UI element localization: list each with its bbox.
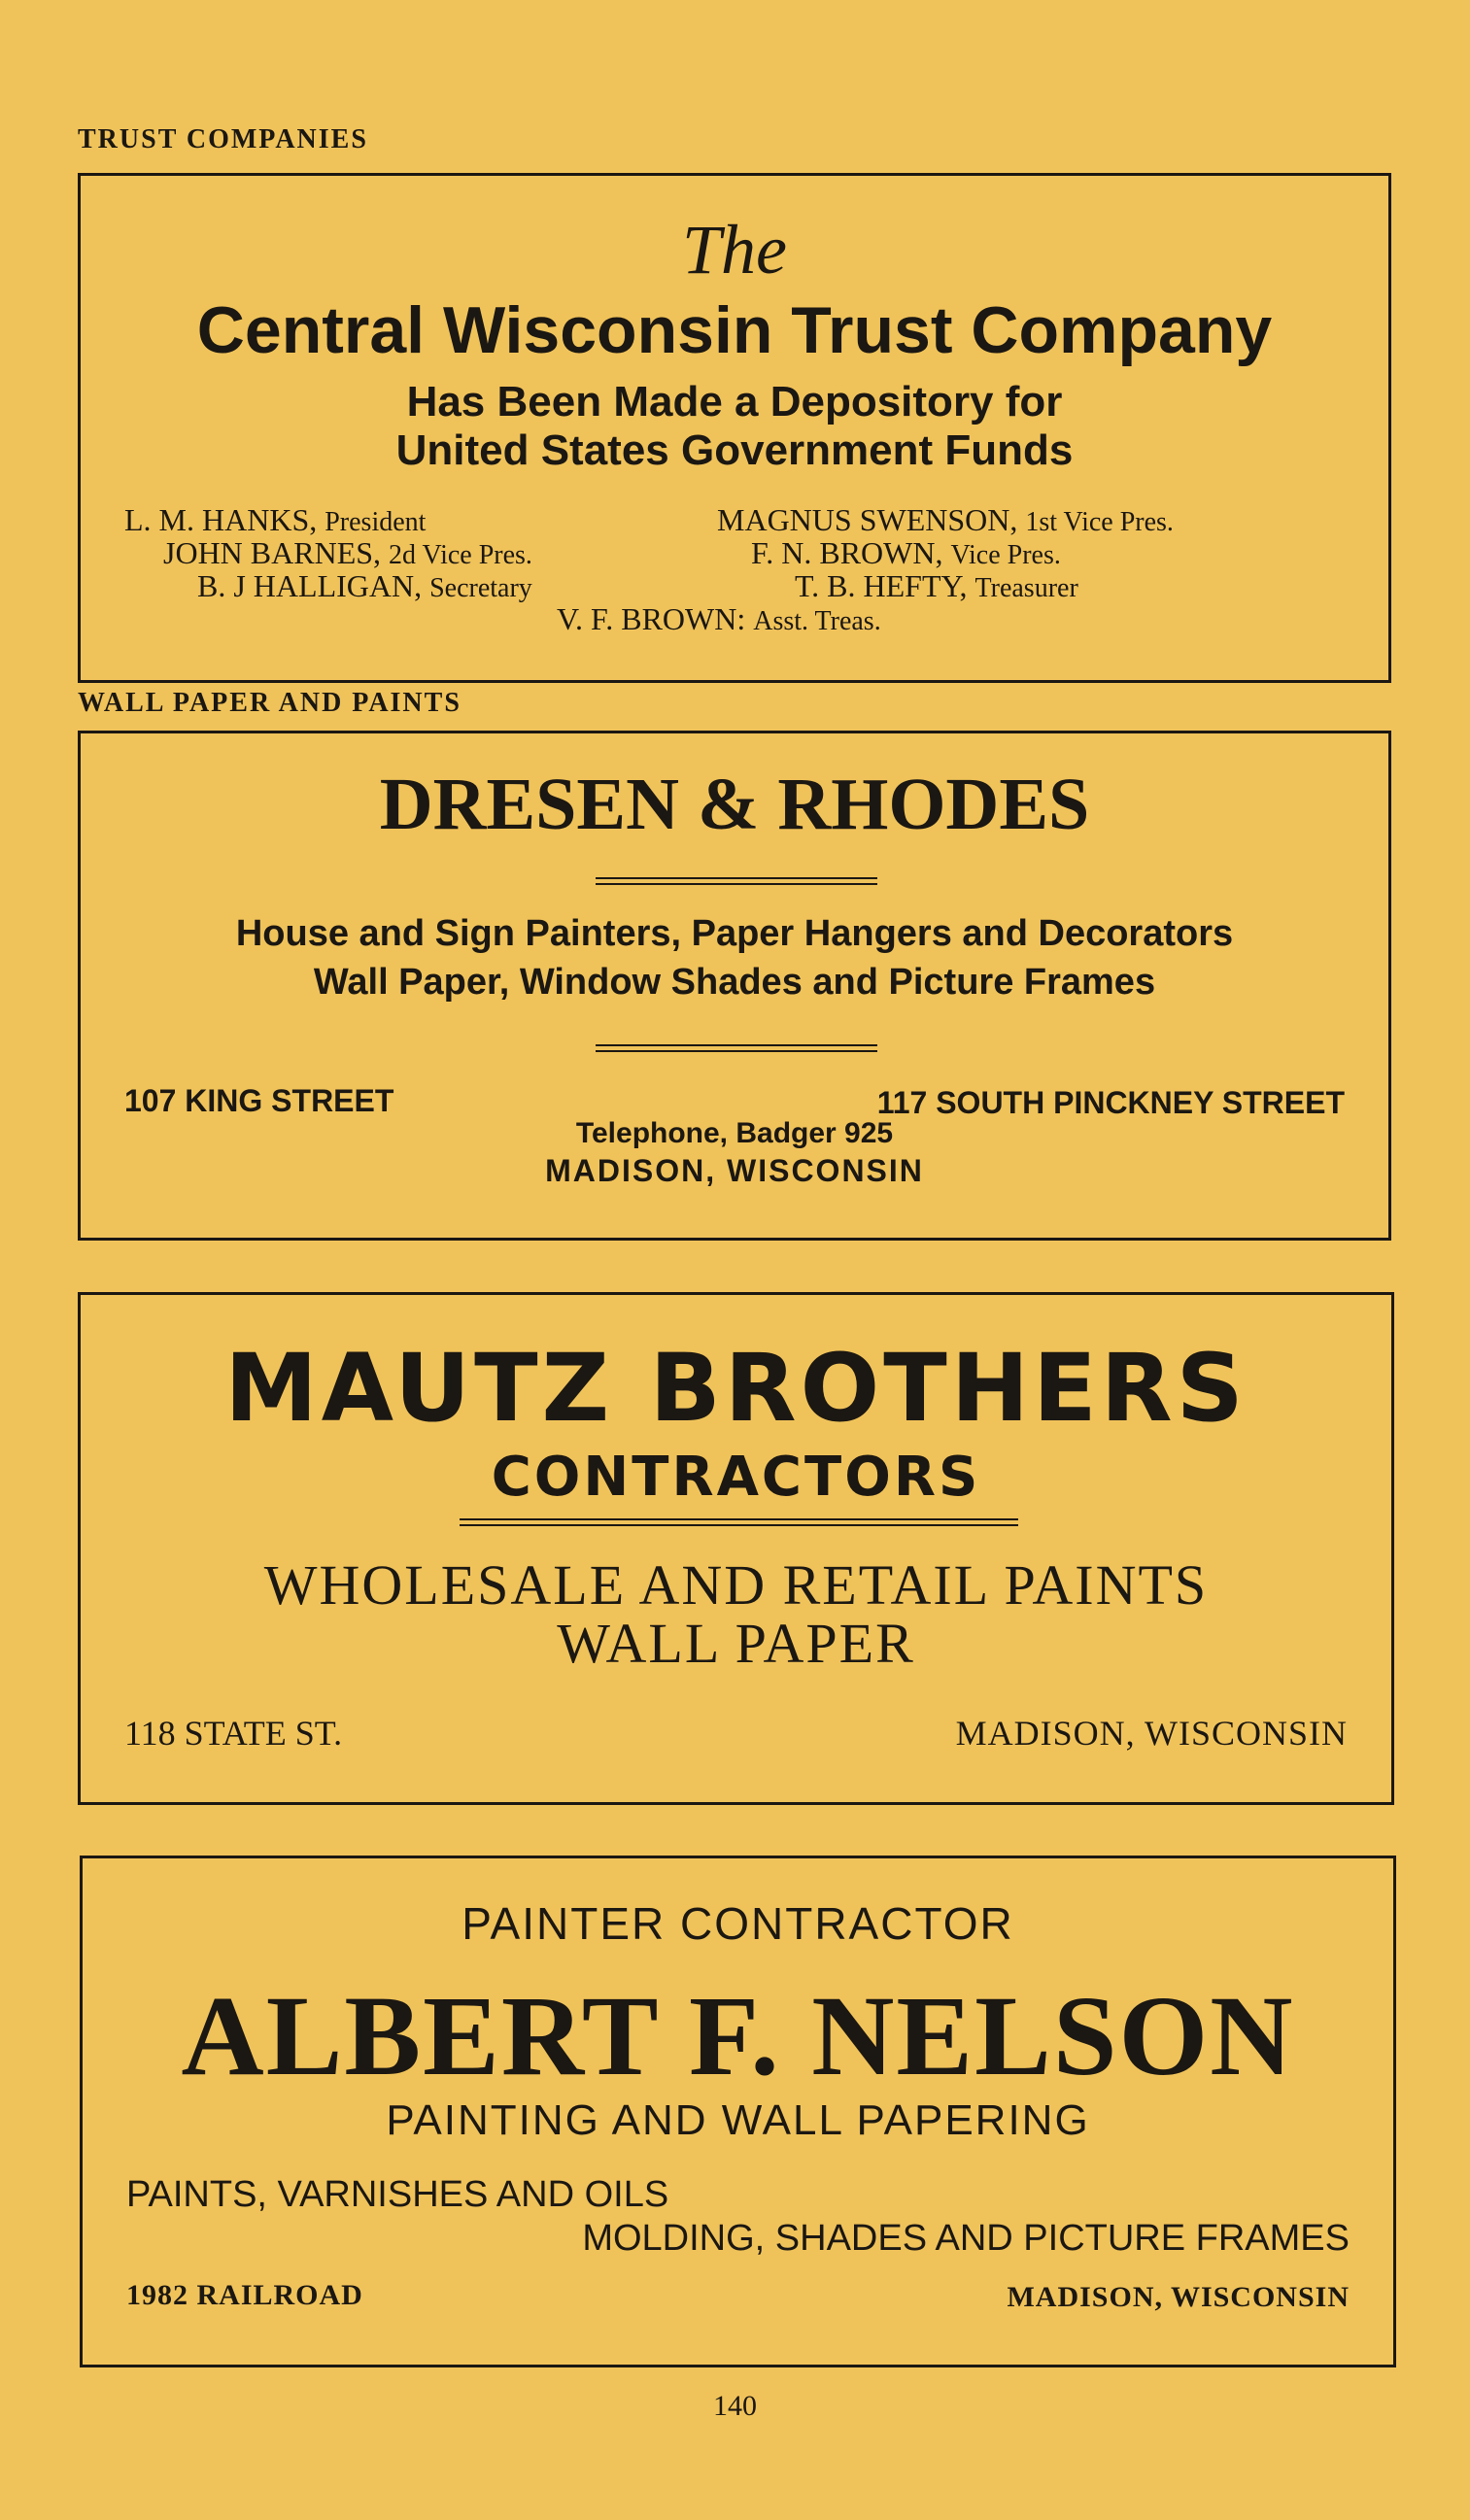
address-right: MADISON, WISCONSIN	[955, 1714, 1348, 1753]
officer-name: F. N. BROWN,	[751, 535, 943, 570]
officer-name: JOHN BARNES,	[163, 535, 382, 570]
city: MADISON, WISCONSIN	[545, 1153, 924, 1188]
company-name: DRESEN & RHODES	[379, 764, 1090, 845]
ad-mautz-brothers	[78, 1292, 1394, 1805]
ad-the-script: The	[682, 211, 787, 289]
company-name: MAUTZ BROTHERS	[224, 1334, 1248, 1443]
address-left: 107 KING STREET	[124, 1083, 394, 1118]
address-left: 118 STATE ST.	[124, 1714, 343, 1753]
address-right: 117 SOUTH PINCKNEY STREET	[876, 1085, 1345, 1120]
services-line-1: House and Sign Painters, Paper Hangers and Decorators	[235, 913, 1234, 954]
ad-tagline-2: United States Government Funds	[395, 426, 1074, 474]
officer-name: T. B. HEFTY,	[795, 568, 968, 603]
officer-vice-pres	[751, 535, 1061, 571]
officer-1st-vice-pres	[717, 502, 1174, 538]
officer-asst-treas	[557, 601, 881, 637]
company-name: ALBERT F. NELSON	[181, 1972, 1295, 2099]
ad-central-wisconsin-trust	[78, 173, 1391, 683]
officer-president	[124, 502, 426, 538]
ad-heading: PAINTER CONTRACTOR	[462, 1898, 1014, 1949]
ad-albert-nelson	[80, 1856, 1396, 2367]
officer-title: Treasurer	[974, 573, 1078, 603]
officer-title: Asst. Treas.	[753, 606, 881, 636]
section-label-wall-paper: WALL PAPER AND PAINTS	[78, 688, 462, 718]
services-line-2: Wall Paper, Window Shades and Picture Frames	[313, 962, 1156, 1003]
officer-title: President	[325, 507, 427, 537]
officer-title: Vice Pres.	[950, 540, 1061, 570]
double-rule	[460, 1518, 1018, 1526]
officer-title: 1st Vice Pres.	[1025, 507, 1174, 537]
ad-dresen-rhodes	[78, 731, 1391, 1241]
officer-name: MAGNUS SWENSON,	[717, 502, 1018, 537]
products-line-1: PAINTS, VARNISHES AND OILS	[126, 2174, 669, 2215]
officer-name: B. J HALLIGAN,	[197, 568, 423, 603]
address-right: MADISON, WISCONSIN	[1007, 2281, 1350, 2313]
telephone: Telephone, Badger 925	[575, 1117, 894, 1149]
products-line-2: WALL PAPER	[557, 1612, 915, 1675]
double-rule	[596, 1044, 877, 1052]
ad-subtitle: PAINTING AND WALL PAPERING	[386, 2096, 1090, 2144]
officer-secretary	[197, 568, 532, 604]
officer-name: V. F. BROWN:	[557, 601, 746, 636]
double-rule	[596, 877, 877, 885]
officer-title: 2d Vice Pres.	[389, 540, 532, 570]
company-name: Central Wisconsin Trust Company	[196, 293, 1273, 367]
company-subtitle: CONTRACTORS	[491, 1446, 981, 1509]
officer-treasurer	[795, 568, 1078, 604]
page-number: 140	[713, 2390, 757, 2422]
section-label-trust-companies: TRUST COMPANIES	[78, 124, 368, 154]
officer-name: L. M. HANKS,	[124, 502, 318, 537]
address-left: 1982 RAILROAD	[126, 2279, 363, 2311]
ad-tagline-1: Has Been Made a Depository for	[406, 378, 1063, 426]
products-line-2: MOLDING, SHADES AND PICTURE FRAMES	[582, 2218, 1350, 2259]
officer-title: Secretary	[429, 573, 532, 603]
officer-2d-vice-pres	[163, 535, 532, 571]
products-line-1: WHOLESALE AND RETAIL PAINTS	[263, 1553, 1209, 1617]
